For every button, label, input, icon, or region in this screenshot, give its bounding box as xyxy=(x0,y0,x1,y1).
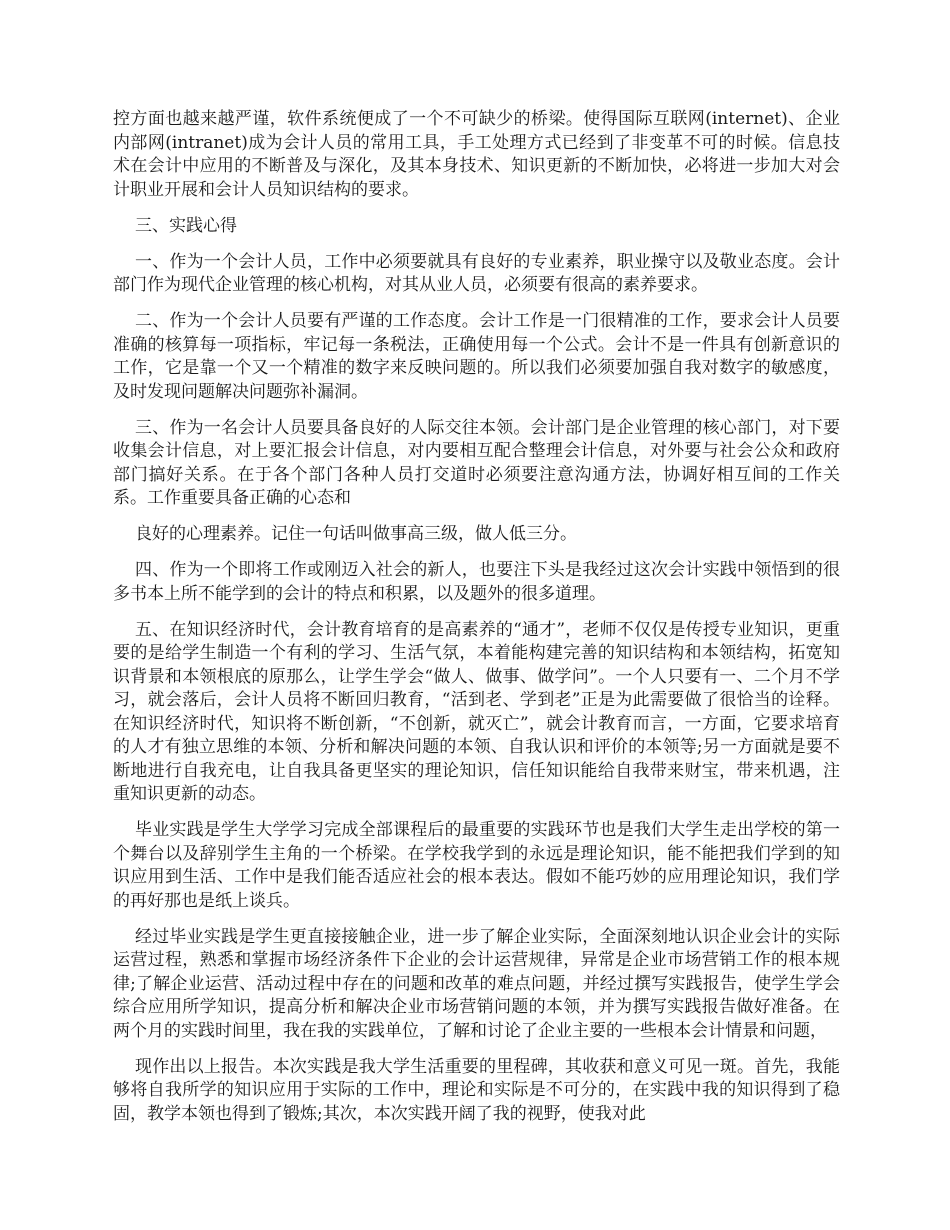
body-paragraph: 四、作为一个即将工作或刚迈入社会的新人，也要注下头是我经过这次会计实践中领悟到的很多书本上所不能学到的会计的特点和积累，以及题外的很多道理。 xyxy=(113,560,840,604)
body-paragraph: 二、作为一个会计人员要有严谨的工作态度。会计工作是一门很精准的工作，要求会计人员要准确的核算每一项指标，牢记每一条税法，正确使用每一个公式。会计不是一件具有创新意识的工作，它是靠一个又一个精准的数字来反映问题的。所以我们必须要加强自我对数字的敏感度，及时发现问题解决问题弥补漏洞。 xyxy=(113,311,840,402)
section-heading: 三、实践心得 xyxy=(135,215,237,236)
body-paragraph: 现作出以上报告。本次实践是我大学生活重要的里程碑，其收获和意义可见一斑。首先，我能够将自我所学的知识应用于实际的工作中，理论和实际是不可分的，在实践中我的知识得到了稳固，教学本领也得到了锻炼;其次，本次实践开阔了我的视野，使我对此 xyxy=(113,1056,840,1124)
body-paragraph: 毕业实践是学生大学学习完成全部课程后的最重要的实践环节也是我们大学生走出学校的第一个舞台以及辞别学生主角的一个桥梁。在学校我学到的永远是理论知识，能不能把我们学到的知识应用到生活、工作中是我们能否适应社会的根本表达。假如不能巧妙的应用理论知识，我们学的再好那也是纸上谈兵。 xyxy=(113,820,840,911)
body-paragraph: 良好的心理素养。记住一句话叫做事高三级，做人低三分。 xyxy=(135,524,577,544)
body-paragraph: 控方面也越来越严谨，软件系统便成了一个不可缺少的桥梁。使得国际互联网(internet)、企业内部网(intranet)成为会计人员的常用工具，手工处理方式已经到了非变革不可的时候。信息技术在会计中应用的不断普及与深化，及其本身技术、知识更新的不断加快，必将进一步加大对会计职业开展和会计人员知识结构的要求。 xyxy=(113,109,840,200)
body-paragraph: 五、在知识经济时代，会计教育培育的是高素养的“通才”，老师不仅仅是传授专业知识，更重要的是给学生制造一个有利的学习、生活气氛，本着能构建完善的知识结构和本领结构，拓宽知识背景和本领根底的原那么，让学生学会“做人、做事、做学问”。一个人只要有一、二个月不学习，就会落后，会计人员将不断回归教育，“活到老、学到老”正是为此需要做了很恰当的诠释。在知识经济时代，知识将不断创新，“不创新，就灭亡”，就会计教育而言，一方面，它要求培育的人才有独立思维的本领、分析和解决问题的本领、自我认识和评价的本领等;另一方面就是要不断地进行自我充电，让自我具备更坚实的理论知识，信任知识能给自我带来财宝，带来机遇，注重知识更新的动态。 xyxy=(113,619,840,804)
body-paragraph: 一、作为一个会计人员，工作中必须要就具有良好的专业素养，职业操守以及敬业态度。会计部门作为现代企业管理的核心机构，对其从业人员，必须要有很高的素养要求。 xyxy=(113,251,840,295)
body-paragraph: 三、作为一名会计人员要具备良好的人际交往本领。会计部门是企业管理的核心部门，对下要收集会计信息，对上要汇报会计信息，对内要相互配合整理会计信息，对外要与社会公众和政府部门搞好关系。在于各个部门各种人员打交道时必须要注意沟通方法，协调好相互间的工作关系。工作重要具备正确的心态和 xyxy=(113,417,840,508)
body-paragraph: 经过毕业实践是学生更直接接触企业，进一步了解企业实际，全面深刻地认识企业会计的实际运营过程，熟悉和掌握市场经济条件下企业的会计运营规律，异常是企业市场营销工作的根本规律;了解企业运营、活动过程中存在的问题和改革的难点问题，并经过撰写实践报告，使学生学会综合应用所学知识，提高分析和解决企业市场营销问题的本领，并为撰写实践报告做好准备。在两个月的实践时间里，我在我的实践单位，了解和讨论了企业主要的一些根本会计情景和问题， xyxy=(113,926,840,1041)
document-page xyxy=(113,108,840,1139)
